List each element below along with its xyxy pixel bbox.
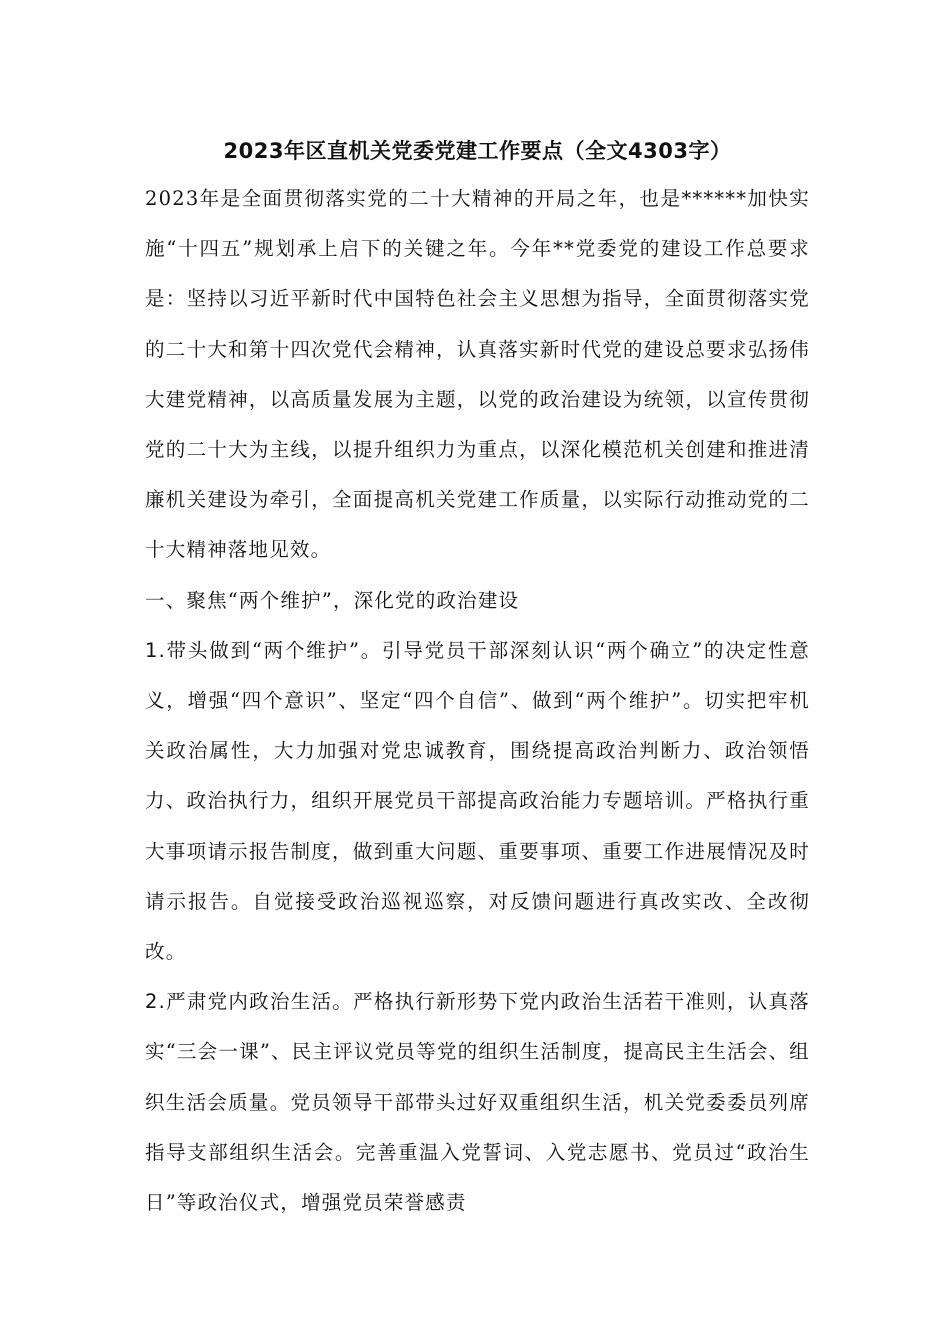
paragraph-text: 带头做到“两个维护”。引导党员干部深刻认识“两个确立”的决定性意义，增强“四个意识”、坚定“四个自信”、做到“两个维护”。切实把牢机关政治属性，大力加强对党忠诚教育，围绕提高政治判断力、政治领悟力、政治执行力，组织开展党员干部提高政治能力专题培训。严格执行重大事项请示报告制度，做到重大问题、重要事项、重要工作进展情况及时请示报告。自觉接受政治巡视巡察，对反馈问题进行真改实改、全改彻改。 (145, 638, 810, 964)
section-heading-1 (145, 576, 810, 626)
paragraph-text: 严肃党内政治生活。严格执行新形势下党内政治生活若干准则，认真落实“三会一课”、民主评议党员等党的组织生活制度，提高民主生活会、组织生活会质量。党员领导干部带头过好双重组织生活，机关党委委员列席指导支部组织生活会。完善重温入党誓词、入党志愿书、党员过“政治生日”等政治仪式，增强党员荣誉感责 (145, 990, 810, 1215)
item-paragraph-2 (145, 977, 810, 1228)
document-title: 2023年区直机关党委党建工作要点（全文4303字） (223, 139, 732, 163)
intro-paragraph (145, 174, 810, 576)
item-number: 2. (145, 990, 167, 1014)
paragraph-text: 2023年是全面贯彻落实党的二十大精神的开局之年，也是******加快实施“十四五”规划承上启下的关键之年。今年**党委党的建设工作总要求是：坚持以习近平新时代中国特色社会主义思想为指导，全面贯彻落实党的二十大和第十四次党代会精神，认真落实新时代党的建设总要求弘扬伟大建党精神，以高质量发展为主题，以党的政治建设为统领，以宣传贯彻党的二十大为主线，以提升组织力为重点，以深化模范机关创建和推进清廉机关建设为牵引，全面提高机关党建工作质量，以实际行动推动党的二十大精神落地见效。 (145, 187, 810, 562)
item-number: 1. (145, 638, 167, 662)
document-page (145, 130, 810, 1228)
item-paragraph-1 (145, 626, 810, 977)
section-heading-text: 一、聚焦“两个维护”，深化党的政治建设 (145, 588, 520, 612)
